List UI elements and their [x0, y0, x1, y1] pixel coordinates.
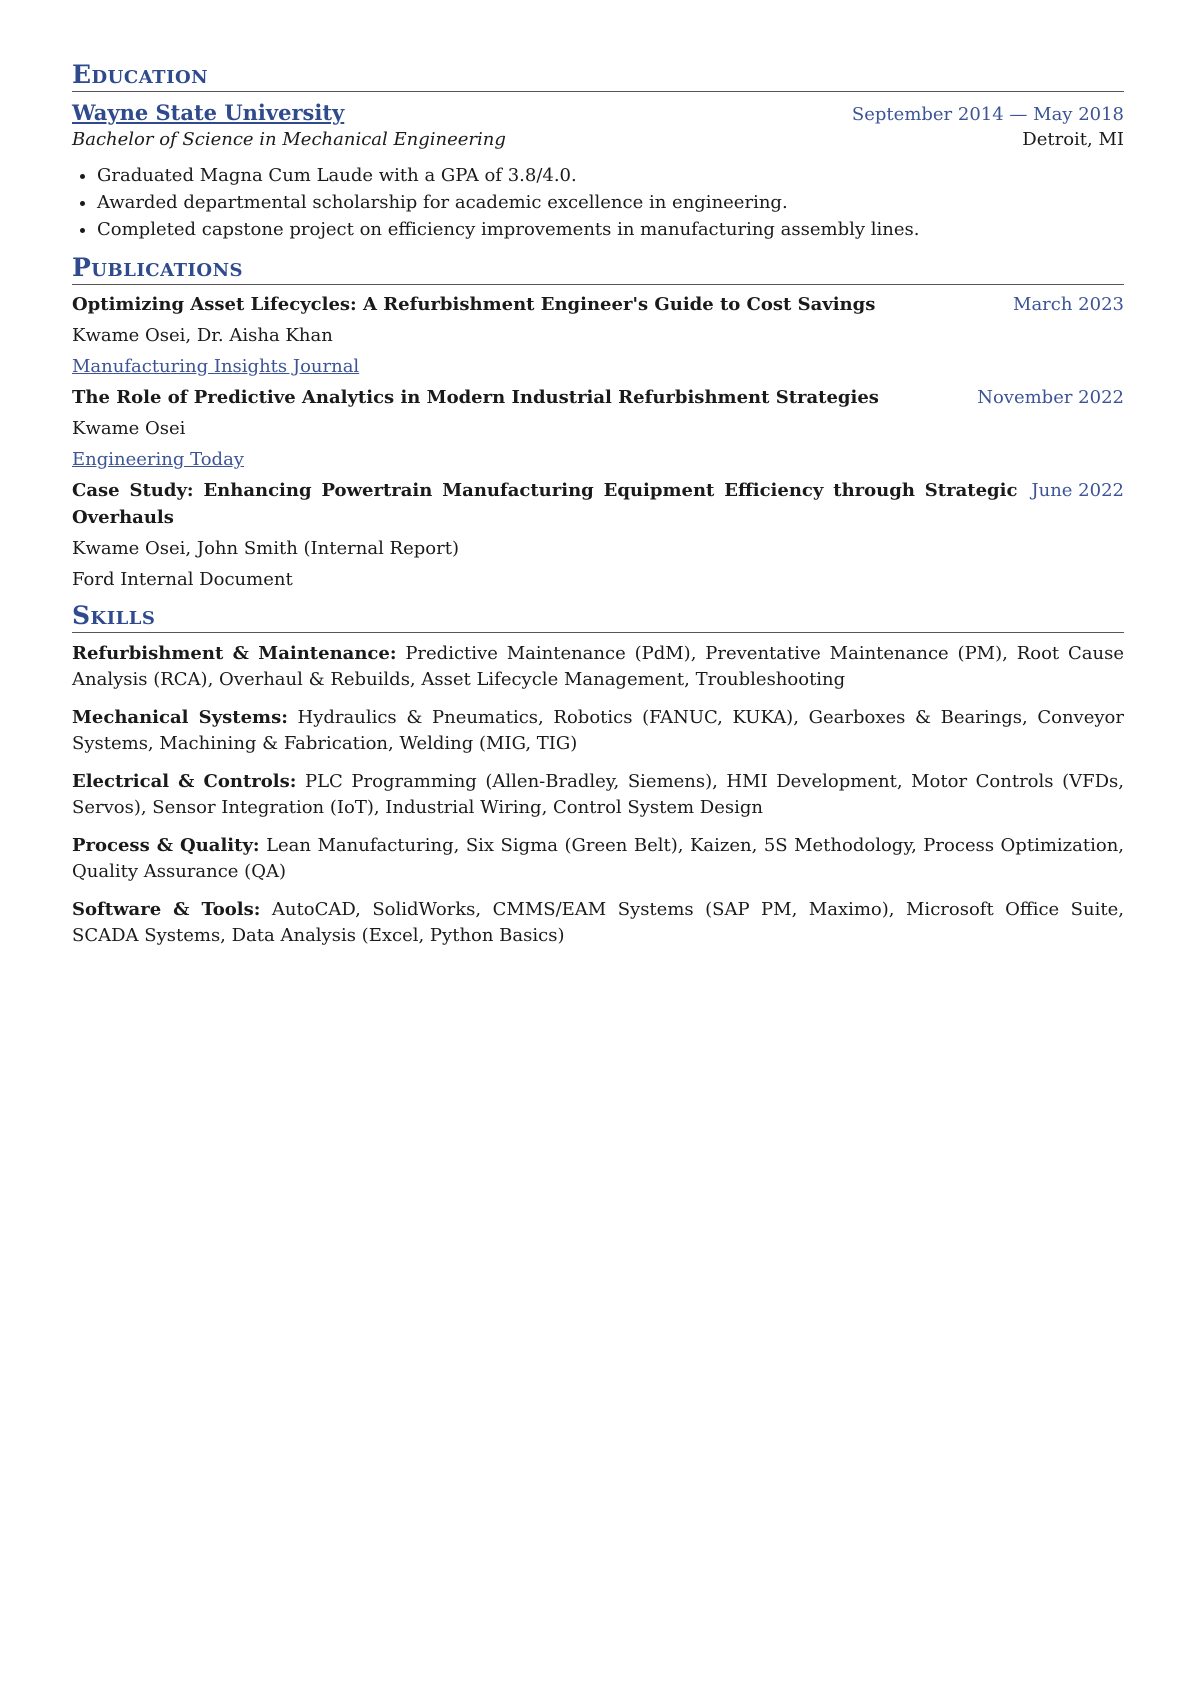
- education-location: Detroit, MI: [1022, 129, 1124, 150]
- publication-authors: Kwame Osei, Dr. Aisha Khan: [72, 325, 333, 346]
- publication-date: March 2023: [1013, 294, 1124, 315]
- education-dates: September 2014 — May 2018: [851, 104, 1124, 125]
- education-bullet: • Completed capstone project on efficiency improvements in manufacturing assembly lines.: [97, 216, 1124, 243]
- education-section: [72, 62, 1124, 243]
- skill-text: AutoCAD, SolidWorks, CMMS/EAM Systems (SAP PM, Maximo), Microsoft Office Suite, SCADA Systems, Data Analysis (Excel, Python Basics): [72, 899, 1124, 946]
- publication-venue-link[interactable]: Manufacturing Insights Journal: [72, 356, 360, 377]
- education-subheader-row: [72, 129, 1124, 150]
- skill-item: [72, 769, 1124, 821]
- publication-date: November 2022: [977, 387, 1124, 408]
- publication-item: [72, 291, 1124, 380]
- skill-label: Electrical & Controls:: [72, 771, 297, 792]
- publication-venue-link[interactable]: Engineering Today: [72, 449, 244, 470]
- skills-heading: Skills: [72, 603, 1124, 633]
- education-header-row: [72, 100, 1124, 125]
- publication-item: [72, 384, 1124, 473]
- skill-text: Lean Manufacturing, Six Sigma (Green Belt), Kaizen, 5S Methodology, Process Optimization, Quality Assurance (QA): [72, 835, 1125, 882]
- resume-page: [72, 62, 1124, 949]
- education-bullets: [72, 162, 1124, 243]
- publication-authors: Kwame Osei, John Smith (Internal Report): [72, 538, 459, 559]
- skills-section: [72, 603, 1124, 949]
- education-bullet: • Graduated Magna Cum Laude with a GPA of 3.8/4.0.: [97, 162, 1124, 189]
- institution-link[interactable]: Wayne State University: [72, 100, 345, 125]
- publication-authors: Kwame Osei: [72, 418, 186, 439]
- skill-text: PLC Programming (Allen-Bradley, Siemens), HMI Development, Motor Controls (VFDs, Servos), Sensor Integration (IoT), Industrial Wiring, Control System Design: [72, 771, 1124, 818]
- education-bullet: • Awarded departmental scholarship for academic excellence in engineering.: [97, 189, 1124, 216]
- publication-venue: Ford Internal Document: [72, 569, 293, 590]
- skill-text: Hydraulics & Pneumatics, Robotics (FANUC, KUKA), Gearboxes & Bearings, Conveyor Systems, Machining & Fabrication, Welding (MIG, TIG): [72, 707, 1124, 754]
- skill-item: [72, 897, 1124, 949]
- skill-label: Software & Tools:: [72, 899, 261, 920]
- education-heading: Education: [72, 62, 1124, 92]
- skill-text: Predictive Maintenance (PdM), Preventative Maintenance (PM), Root Cause Analysis (RCA), Overhaul & Rebuilds, Asset Lifecycle Management, Troubleshooting: [72, 643, 1124, 690]
- skill-label: Refurbishment & Maintenance:: [72, 643, 397, 664]
- publication-item: [72, 477, 1124, 593]
- publications-section: [72, 255, 1124, 593]
- publication-title: The Role of Predictive Analytics in Modern Industrial Refurbishment Strategies: [72, 387, 879, 408]
- skill-item: [72, 641, 1124, 693]
- degree: Bachelor of Science in Mechanical Engineering: [72, 129, 506, 150]
- publications-heading: Publications: [72, 255, 1124, 285]
- publication-title: Case Study: Enhancing Powertrain Manufacturing Equipment Efficiency through Strategic Overhauls: [72, 480, 1018, 528]
- skill-item: [72, 833, 1124, 885]
- skill-label: Process & Quality:: [72, 835, 260, 856]
- publication-title: Optimizing Asset Lifecycles: A Refurbishment Engineer's Guide to Cost Savings: [72, 294, 876, 315]
- publication-date: June 2022: [1031, 480, 1124, 501]
- skill-label: Mechanical Systems:: [72, 707, 288, 728]
- skill-item: [72, 705, 1124, 757]
